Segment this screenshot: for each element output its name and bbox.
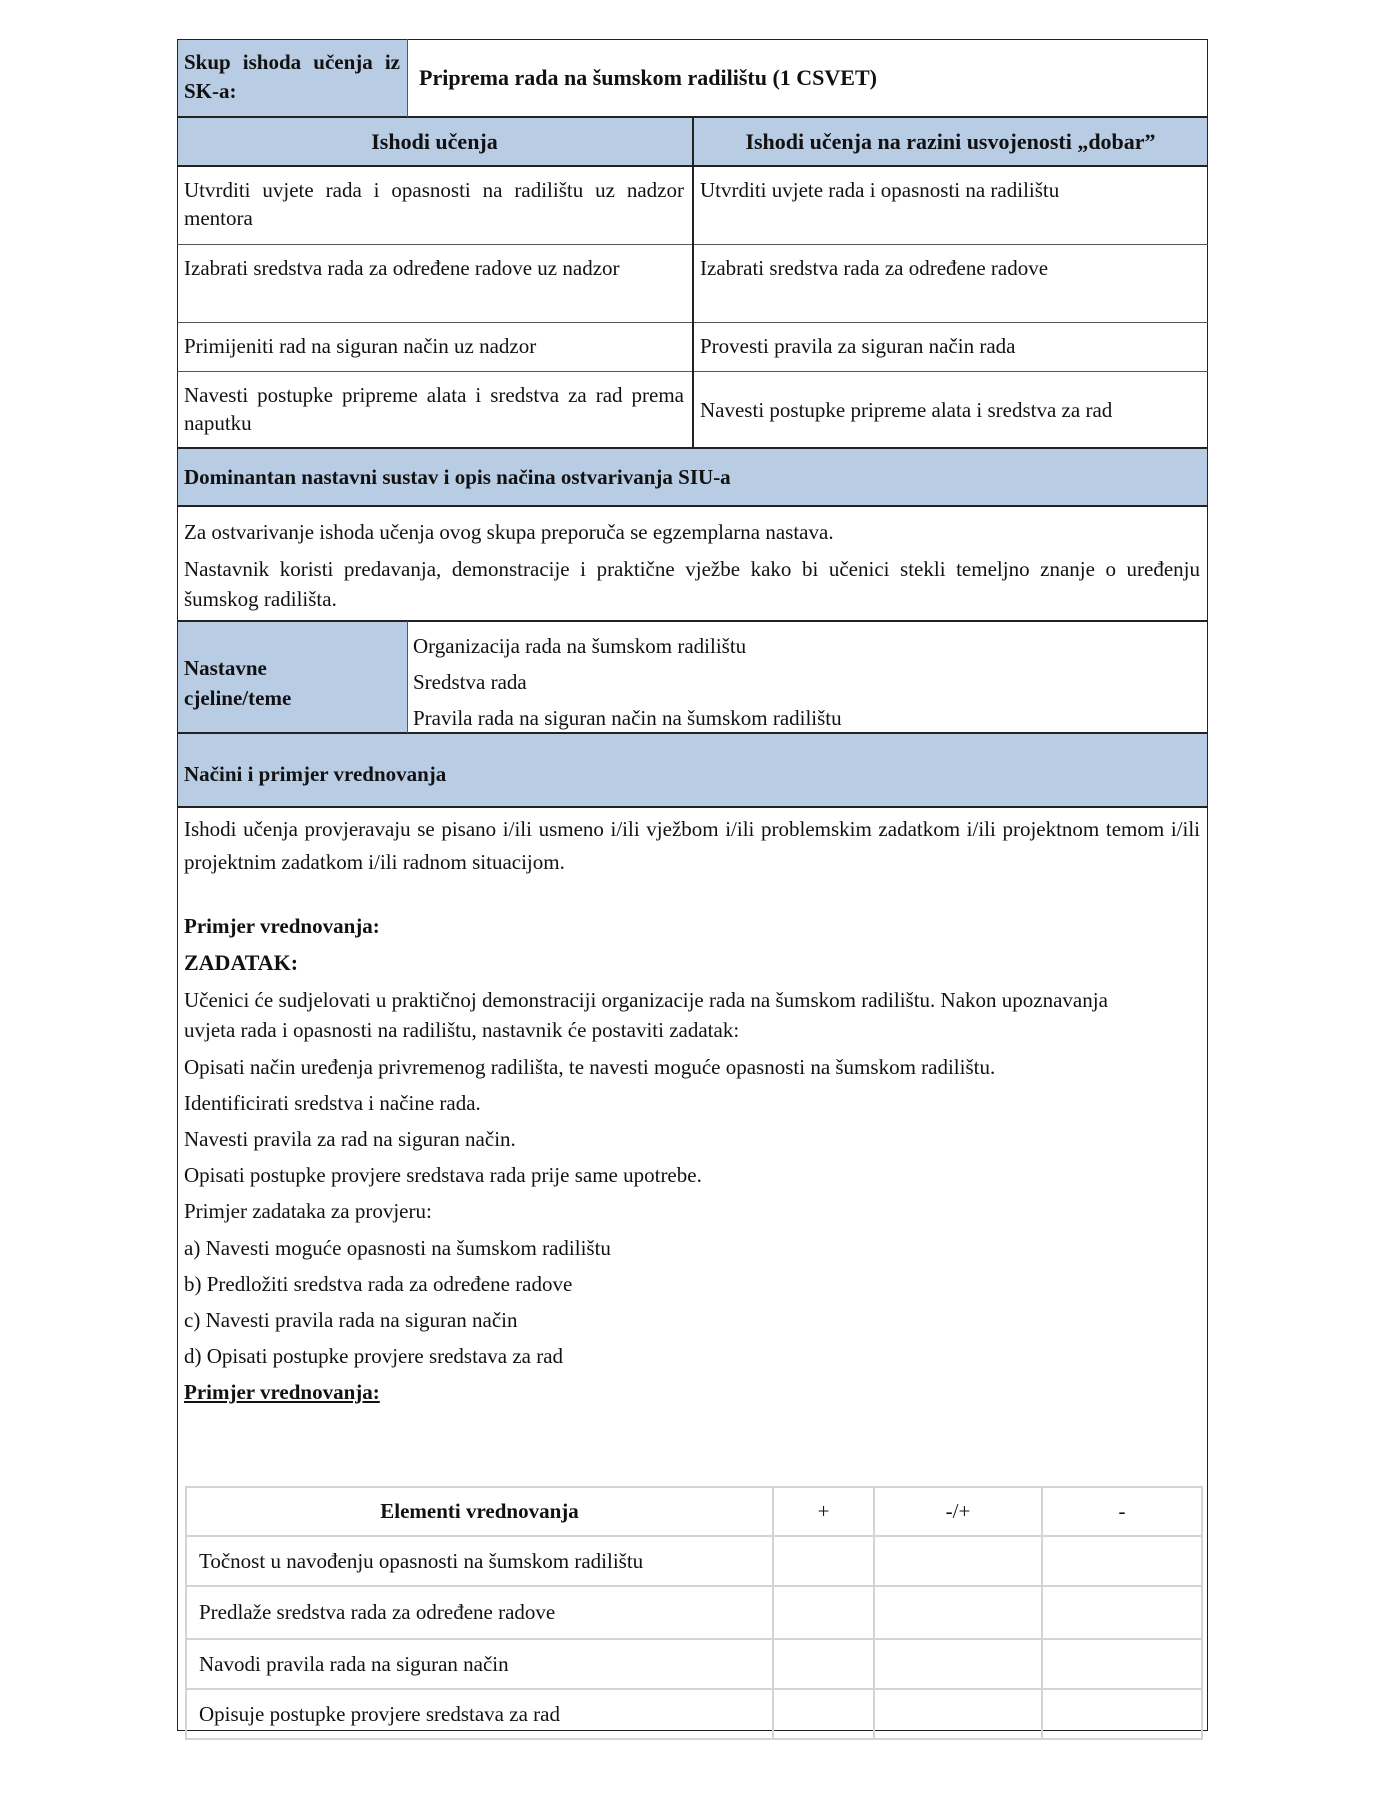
rubric-header-plusminus: -/+ [874, 1487, 1042, 1536]
outcome-left-2: Izabrati sredstva rada za određene radove uz nadzor [184, 256, 620, 280]
evaluation-title: Načini i primjer vrednovanja [184, 762, 447, 786]
rubric-header-row [186, 1487, 1202, 1536]
divider [407, 621, 408, 733]
divider [407, 39, 408, 117]
dominant-paragraph-2: Nastavnik koristi predavanja, demonstracije i praktične vježbe kako bi učenici stekli temeljno znanje o uređenju šumskog radilišta. [184, 557, 1200, 611]
outcomes-col-left-header: Ishodi učenja [371, 129, 498, 154]
table-row [186, 1536, 1202, 1586]
rubric-cell-plusminus[interactable] [874, 1586, 1042, 1639]
table-row [186, 1639, 1202, 1689]
outcome-left-4: Navesti postupke pripreme alata i sredstva za rad prema naputku [184, 383, 684, 435]
rubric-header-minus: - [1042, 1487, 1202, 1536]
outcome-left-3: Primijeniti rad na siguran način uz nadzor [184, 334, 537, 358]
task-step-1: Opisati način uređenja privremenog radilišta, te navesti moguće opasnosti na šumskom radilištu. [184, 1055, 996, 1079]
rubric-cell-plus[interactable] [773, 1536, 874, 1586]
task-step-9: d) Opisati postupke provjere sredstava za rad [184, 1344, 564, 1368]
set-title: Priprema rada na šumskom radilištu (1 CSVET) [419, 65, 877, 90]
rubric-cell-plus[interactable] [773, 1689, 874, 1739]
task-step-2: Identificirati sredstva i načine rada. [184, 1091, 481, 1115]
rubric-cell-minus[interactable] [1042, 1586, 1202, 1639]
set-label: Skup ishoda učenja iz SK-a: [184, 50, 400, 103]
divider [177, 620, 1208, 622]
example-heading: Primjer vrednovanja: [184, 914, 380, 938]
task-text: Učenici će sudjelovati u praktičnoj demonstraciji organizacije rada na šumskom radilištu. Nakon upoznavanja uvjeta rada i opasnosti na radilištu, nastavnik će postaviti zadatak: [184, 988, 1108, 1042]
rubric-cell-plus[interactable] [773, 1639, 874, 1689]
rubric-cell-plus[interactable] [773, 1586, 874, 1639]
task-heading: ZADATAK: [184, 950, 299, 975]
task-step-6: a) Navesti moguće opasnosti na šumskom radilištu [184, 1236, 611, 1260]
rubric-element: Točnost u navođenju opasnosti na šumskom radilištu [186, 1536, 773, 1586]
evaluation-intro: Ishodi učenja provjeravaju se pisano i/ili usmeno i/ili vježbom i/ili problemskim zadatkom i/ili projektnom temom i/ili projektnim zadatkom i/ili radnom situacijom. [184, 817, 1200, 874]
unit-item-3: Pravila rada na siguran način na šumskom radilištu [413, 706, 842, 730]
task-step-4: Opisati postupke provjere sredstava rada prije same upotrebe. [184, 1163, 702, 1187]
rubric-cell-minus[interactable] [1042, 1639, 1202, 1689]
unit-item-2: Sredstva rada [413, 670, 527, 694]
outcome-right-4: Navesti postupke pripreme alata i sredstva za rad [700, 398, 1113, 422]
outcome-right-1: Utvrditi uvjete rada i opasnosti na radilištu [700, 178, 1060, 202]
rubric-cell-minus[interactable] [1042, 1536, 1202, 1586]
rubric-element: Predlaže sredstva rada za određene radove [186, 1586, 773, 1639]
outcome-right-3: Provesti pravila za siguran način rada [700, 334, 1016, 358]
rubric-header-elements: Elementi vrednovanja [186, 1487, 773, 1536]
task-step-8: c) Navesti pravila rada na siguran način [184, 1308, 518, 1332]
table-row [186, 1689, 1202, 1739]
evaluation-rubric-table [185, 1486, 1203, 1740]
example-heading-underlined: Primjer vrednovanja: [184, 1380, 380, 1404]
unit-item-1: Organizacija rada na šumskom radilištu [413, 634, 747, 658]
task-step-5: Primjer zadataka za provjeru: [184, 1199, 432, 1223]
rubric-element: Opisuje postupke provjere sredstava za rad [186, 1689, 773, 1739]
divider [177, 806, 1208, 808]
divider [177, 732, 1208, 734]
task-step-7: b) Predložiti sredstva rada za određene radove [184, 1272, 573, 1296]
rubric-cell-minus[interactable] [1042, 1689, 1202, 1739]
outcomes-col-right-header: Ishodi učenja na razini usvojenosti „dobar” [745, 129, 1156, 154]
rubric-cell-plusminus[interactable] [874, 1639, 1042, 1689]
units-label: Nastavne cjeline/teme [184, 656, 292, 710]
divider [692, 117, 694, 448]
rubric-cell-plusminus[interactable] [874, 1536, 1042, 1586]
task-step-3: Navesti pravila za rad na siguran način. [184, 1127, 516, 1151]
outcome-right-2: Izabrati sredstva rada za određene radove [700, 256, 1049, 280]
rubric-element: Navodi pravila rada na siguran način [186, 1639, 773, 1689]
table-row [186, 1586, 1202, 1639]
dominant-paragraph-1: Za ostvarivanje ishoda učenja ovog skupa preporuča se egzemplarna nastava. [184, 520, 834, 544]
rubric-cell-plusminus[interactable] [874, 1689, 1042, 1739]
outcome-left-1: Utvrditi uvjete rada i opasnosti na radilištu uz nadzor mentora [184, 178, 684, 230]
rubric-header-plus: + [773, 1487, 874, 1536]
dominant-title: Dominantan nastavni sustav i opis načina ostvarivanja SIU-a [184, 465, 731, 489]
divider [177, 505, 1208, 507]
